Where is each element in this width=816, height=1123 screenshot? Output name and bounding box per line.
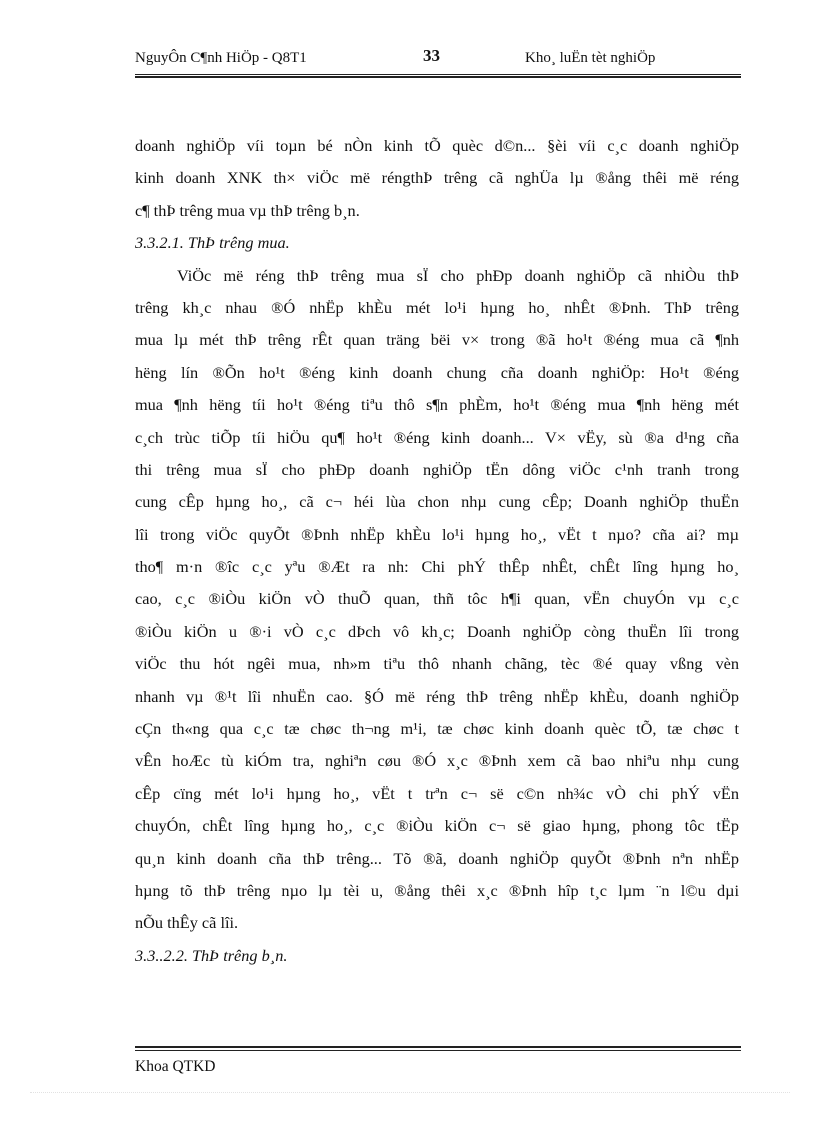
footer-rule-thin [135,1050,741,1051]
header-rule-thin [135,74,741,75]
text-line: doanh nghiÖp víi toµn bé nÒn kinh tÕ quèc d©n... §èi víi c¸c doanh nghiÖp [135,136,739,155]
text-line: c¸ch trùc tiÕp tíi hiÖu qu¶ ho¹t ®éng kinh doanh... V× vËy, sù ®a d¹ng cña [135,427,739,447]
header-rule-thick [135,76,741,78]
text-line: hëng lín ®Õn ho¹t ®éng kinh doanh chung cña doanh nghiÖp: Ho¹t ®éng [135,362,739,382]
text-line: mua ¶nh hëng tíi ho¹t ®éng tiªu thô s¶n phÈm, ho¹t ®éng mua ¶nh hëng mét [135,395,739,415]
text-line: cao, c¸c ®iÒu kiÖn vÒ thuÕ quan, thñ tôc h¶i quan, vËn chuyÓn vµ c¸c [135,589,739,609]
text-line: mua lµ mét thÞ trêng rÊt quan träng bëi v× trong ®ã ho¹t ®éng mua cã ¶nh [135,330,739,350]
text-line: ®iÒu kiÖn u ®·i vÒ c¸c dÞch vô kh¸c; Doanh nghiÖp còng thuËn lîi trong [135,621,739,641]
section-heading: 3.3.2.1. ThÞ trêng mua. [135,233,290,253]
text-line: cung cÊp hµng ho¸, cã c¬ héi lùa chon nhµ cung cÊp; Doanh nghiÖp thuËn [135,492,739,512]
footer-rule-thick [135,1046,741,1048]
text-line: cÊp cïng mét lo¹i hµng ho¸, vËt t trªn c¬ së c©n nh¾c vÒ chi phÝ vËn [135,783,739,803]
text-line: nÕu thÊy cã lîi. [135,913,239,933]
text-line: c¶ thÞ trêng mua vµ thÞ trêng b¸n. [135,200,360,220]
section-heading: 3.3..2.2. ThÞ trêng b¸n. [135,945,288,965]
text-line: nhanh vµ ®¹t lîi nhuËn cao. §Ó më réng thÞ trêng nhËp khÈu, doanh nghiÖp [135,686,739,706]
text-line: qu¸n kinh doanh cña thÞ trêng... Tõ ®ã, doanh nghiÖp quyÕt ®Þnh nªn nhËp [135,848,739,868]
text-line: viÖc thu hót ngêi mua, nh»m tiªu thô nhanh chãng, tèc ®é quay vßng vèn [135,654,739,674]
page-number: 33 [423,46,440,65]
body-text [135,130,739,972]
text-line: thi trêng mua sÏ cho phÐp doanh nghiÖp tËn dông viÖc c¹nh tranh trong [135,459,739,479]
text-line: lîi trong viÖc quyÕt ®Þnh nhËp khÈu lo¹i hµng ho¸, vËt t nµo? cña ai? mµ [135,524,739,544]
text-line: chuyÓn, chÊt lîng hµng ho¸, c¸c ®iÒu kiÖn c¬ së giao hµng, phong tôc tËp [135,816,739,836]
text-line: tho¶ m·n ®îc c¸c yªu ®Æt ra nh: Chi phÝ thÊp nhÊt, chÊt lîng hµng ho¸ [135,557,739,577]
text-line: kinh doanh XNK th× viÖc më réngthÞ trêng cã nghÜa lµ ®ång thêi më réng [135,168,739,188]
footer-label: Khoa QTKD [135,1058,216,1075]
text-line: vÊn hoÆc tù kiÓm tra, nghiªn cøu ®Ó x¸c ®Þnh xem cã bao nhiªu nhµ cung [135,751,739,771]
page-header [135,44,741,70]
header-author: NguyÔn C¶nh HiÖp - Q8T1 [135,50,307,66]
text-line: ViÖc më réng thÞ trêng mua sÏ cho phÐp doanh nghiÖp cã nhiÒu thÞ [177,265,739,285]
text-line: trêng kh¸c nhau ®Ó nhËp khÈu mét lo¹i hµng ho¸ nhÊt ®Þnh. ThÞ trêng [135,297,739,317]
text-line: cÇn th«ng qua c¸c tæ chøc th¬ng m¹i, tæ chøc kinh doanh quèc tÕ, tæ chøc t [135,719,739,739]
header-title: Kho¸ luËn tèt nghiÖp [525,50,656,66]
page-edge-divider [30,1092,790,1093]
text-line: hµng tõ thÞ trêng nµo lµ tèi u, ®ång thêi x¸c ®Þnh hîp t¸c lµm ¨n l©u dµi [135,880,739,900]
